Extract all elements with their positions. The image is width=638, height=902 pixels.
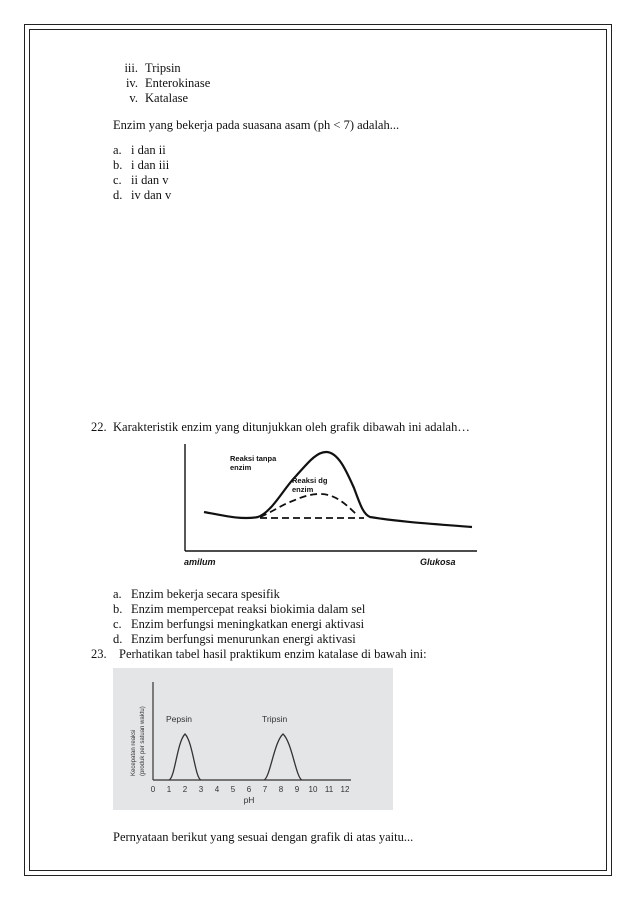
option-text: i dan ii — [131, 143, 166, 157]
label-without-enzyme-1: Reaksi tanpa — [230, 454, 277, 463]
x-label-start: amilum — [184, 557, 216, 567]
option-letter: b. — [113, 602, 123, 616]
enzyme-activation-graph — [180, 440, 480, 572]
x-tick-label: 10 — [308, 785, 318, 794]
x-tick-label: 11 — [324, 785, 334, 794]
option-letter: d. — [113, 632, 123, 646]
option-letter: c. — [113, 617, 122, 631]
y-label-2: (produk per satuan waktu) — [140, 706, 146, 776]
question-22-stem: Karakteristik enzim yang ditunjukkan oleh grafik dibawah ini adalah… — [113, 420, 470, 434]
x-axis-label: pH — [243, 795, 255, 805]
question-23-stem: Perhatikan tabel hasil praktikum enzim katalase di bawah ini: — [119, 647, 427, 661]
option-text: Enzim mempercepat reaksi biokimia dalam sel — [131, 602, 366, 616]
list-marker: v. — [129, 91, 138, 105]
x-tick-label: 3 — [198, 785, 204, 794]
option-text: i dan iii — [131, 158, 170, 172]
question-22-number: 22. — [91, 420, 107, 434]
question-23-closing: Pernyataan berikut yang sesuai dengan grafik di atas yaitu... — [113, 830, 414, 844]
option-text: ii dan v — [131, 173, 169, 187]
option-text: Enzim berfungsi meningkatkan energi aktivasi — [131, 617, 365, 631]
question-21-stem: Enzim yang bekerja pada suasana asam (ph < 7) adalah... — [113, 118, 400, 132]
option-text: iv dan v — [131, 188, 172, 202]
label-with-enzyme-1: Reaksi dg — [292, 476, 328, 485]
option-letter: a. — [113, 143, 122, 157]
option-text: Enzim berfungsi menurunkan energi aktivasi — [131, 632, 356, 646]
x-tick-label: 2 — [182, 785, 188, 794]
label-pepsin: Pepsin — [166, 714, 192, 724]
x-tick-label: 0 — [150, 785, 156, 794]
option-letter: c. — [113, 173, 122, 187]
ph-enzyme-graph — [113, 668, 393, 810]
list-item-text: Tripsin — [145, 61, 181, 75]
x-tick-label: 4 — [214, 785, 220, 794]
option-letter: d. — [113, 188, 123, 202]
option-letter: b. — [113, 158, 123, 172]
curve-with-enzyme — [260, 494, 358, 517]
option-text: Enzim bekerja secara spesifik — [131, 587, 280, 601]
label-with-enzyme-2: enzim — [292, 485, 314, 494]
x-tick-label: 5 — [230, 785, 236, 794]
option-letter: a. — [113, 587, 122, 601]
list-marker: iv. — [125, 76, 138, 90]
x-label-end: Glukosa — [420, 557, 456, 567]
x-tick-label: 1 — [166, 785, 172, 794]
list-marker: iii. — [124, 61, 138, 75]
list-item-text: Katalase — [145, 91, 189, 105]
x-tick-label: 12 — [340, 785, 350, 794]
x-tick-label: 8 — [278, 785, 284, 794]
question-23-number: 23. — [91, 647, 107, 661]
label-without-enzyme-2: enzim — [230, 463, 252, 472]
label-tripsin: Tripsin — [262, 714, 288, 724]
y-label-1: Kecepatan reaksi — [131, 729, 137, 776]
x-tick-label: 7 — [262, 785, 268, 794]
x-tick-label: 6 — [246, 785, 252, 794]
list-item-text: Enterokinase — [145, 76, 211, 90]
x-tick-label: 9 — [294, 785, 300, 794]
